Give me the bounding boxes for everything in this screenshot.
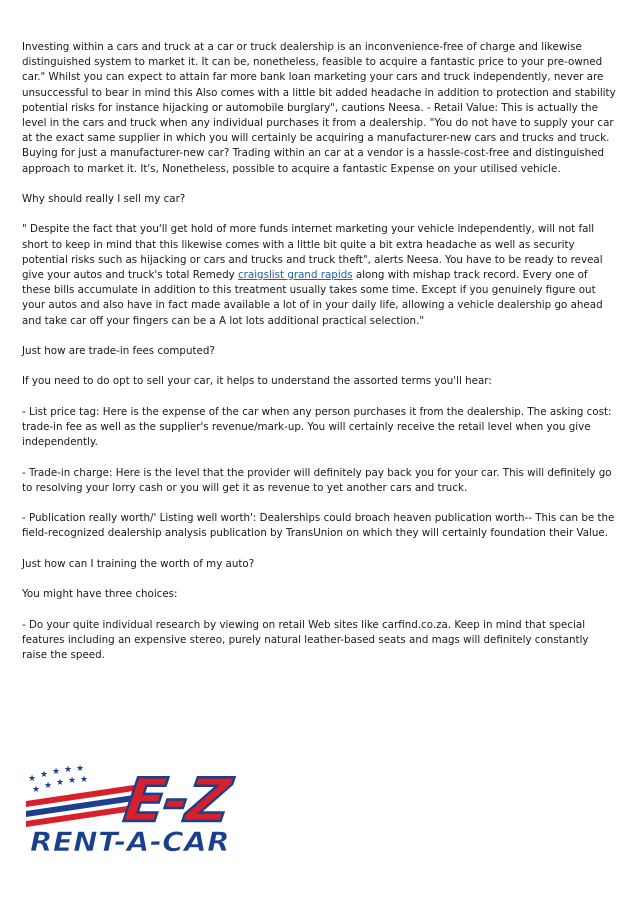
ez-rent-a-car-logo	[22, 765, 240, 857]
heading-why-sell: Why should really I sell my car?	[22, 193, 186, 206]
svg-text:★: ★	[76, 765, 85, 774]
svg-text:★: ★	[56, 778, 65, 788]
paragraph-research: - Do your quite individual research by viewing on retail Web sites like carfind.co.za. Keep in mind that special features including an expensive stereo, purely natural leather-based seats and mags will definitely constantly raise the speed.	[22, 618, 589, 661]
logo-graphic	[22, 765, 240, 857]
paragraph-terms: If you need to do opt to sell your car, it helps to understand the assorted terms you'll hear:	[22, 375, 492, 388]
paragraph-publication-worth: - Publication really worth/' Listing well worth': Dealerships could broach heaven publication worth-- This can be the field-recognized dealership analysis publication by TransUnion on which they will certainly foundation their Value.	[22, 512, 615, 540]
svg-text:★: ★	[68, 776, 77, 786]
svg-text:★: ★	[64, 765, 73, 775]
logo-rent-a-car-text: RENT-A-CAR	[30, 827, 231, 857]
svg-text:★: ★	[32, 785, 41, 795]
heading-trade-in-fees: Just how are trade-in fees computed?	[22, 345, 215, 358]
paragraph-three-choices: You might have three choices:	[22, 588, 178, 601]
logo-stripes	[26, 785, 134, 827]
paragraph-trade-in-charge: - Trade-in charge: Here is the level that the provider will definitely pay back you for your car. This will definitely go to resolving your lorry cash or you will get it as revenue to yet another cars and truck.	[22, 466, 612, 494]
paragraph-despite-after: along with mishap track record. Every one of these bills accumulate in addition to this treatment usually takes some time. Except if you genuinely figure out your autos and also have in fact made available a lot of in your daily life, allowing a vehicle dealership go ahead and take car off your fingers can be a A lot lots additional practical selection."	[22, 269, 603, 327]
svg-text:★: ★	[40, 770, 49, 780]
paragraph-despite	[22, 222, 616, 328]
heading-worth-of-auto: Just how can I training the worth of my auto?	[22, 557, 255, 570]
svg-text:★: ★	[52, 767, 61, 777]
paragraph-list-price: - List price tag: Here is the expense of the car when any person purchases it from the dealership. The asking cost: trade-in fee as well as the supplier's revenue/mark-up. You will certainly receive the retail level when you give independently.	[22, 405, 612, 449]
logo-ez-text: E-Z	[120, 766, 234, 836]
paragraph-intro: Investing within a cars and truck at a car or truck dealership is an inconvenience-free of charge and likewise distinguished system to market it. It can be, nonetheless, feasible to acquire a fantastic price to your pre-owned car." Whilst you can expect to attain far more bank loan marketing your cars and truck independently, never are unsuccessful to bear in mind this Also comes with a little bit added headache in addition to protection and stability potential risks for instance hijacking or automobile burglary", cautions Neesa. - Retail Value: This is actually the level in the cars and truck when any individual purchases it from a dealership. "You do not have to supply your car at the exact same supplier in which you will certainly be acquiring a manufacturer-new cars and trucks and truck. Buying for just a manufacturer-new car? Trading within an car at a vendor is a hassle-cost-free and distinguished approach to market it. It's, Nonetheless, possible to acquire a fantastic Expense on your utilised vehicle.	[22, 41, 616, 175]
svg-text:★: ★	[28, 774, 37, 784]
document-body	[22, 40, 616, 678]
craigslist-link[interactable]: craigslist grand rapids	[237, 269, 353, 282]
paragraph-despite-before: " Despite the fact that you'll get hold of more funds internet marketing your vehicle independently, will not fall short to keep in mind that this likewise comes with a little bit quite a bit extra headache as well as security potential risks such as hijacking or cars and trucks and truck theft", alerts Neesa. You have to be ready to reveal give your autos and truck's total Remedy	[22, 223, 603, 282]
svg-text:★: ★	[44, 781, 53, 791]
logo-stars	[28, 765, 88, 795]
svg-text:★: ★	[80, 775, 89, 785]
